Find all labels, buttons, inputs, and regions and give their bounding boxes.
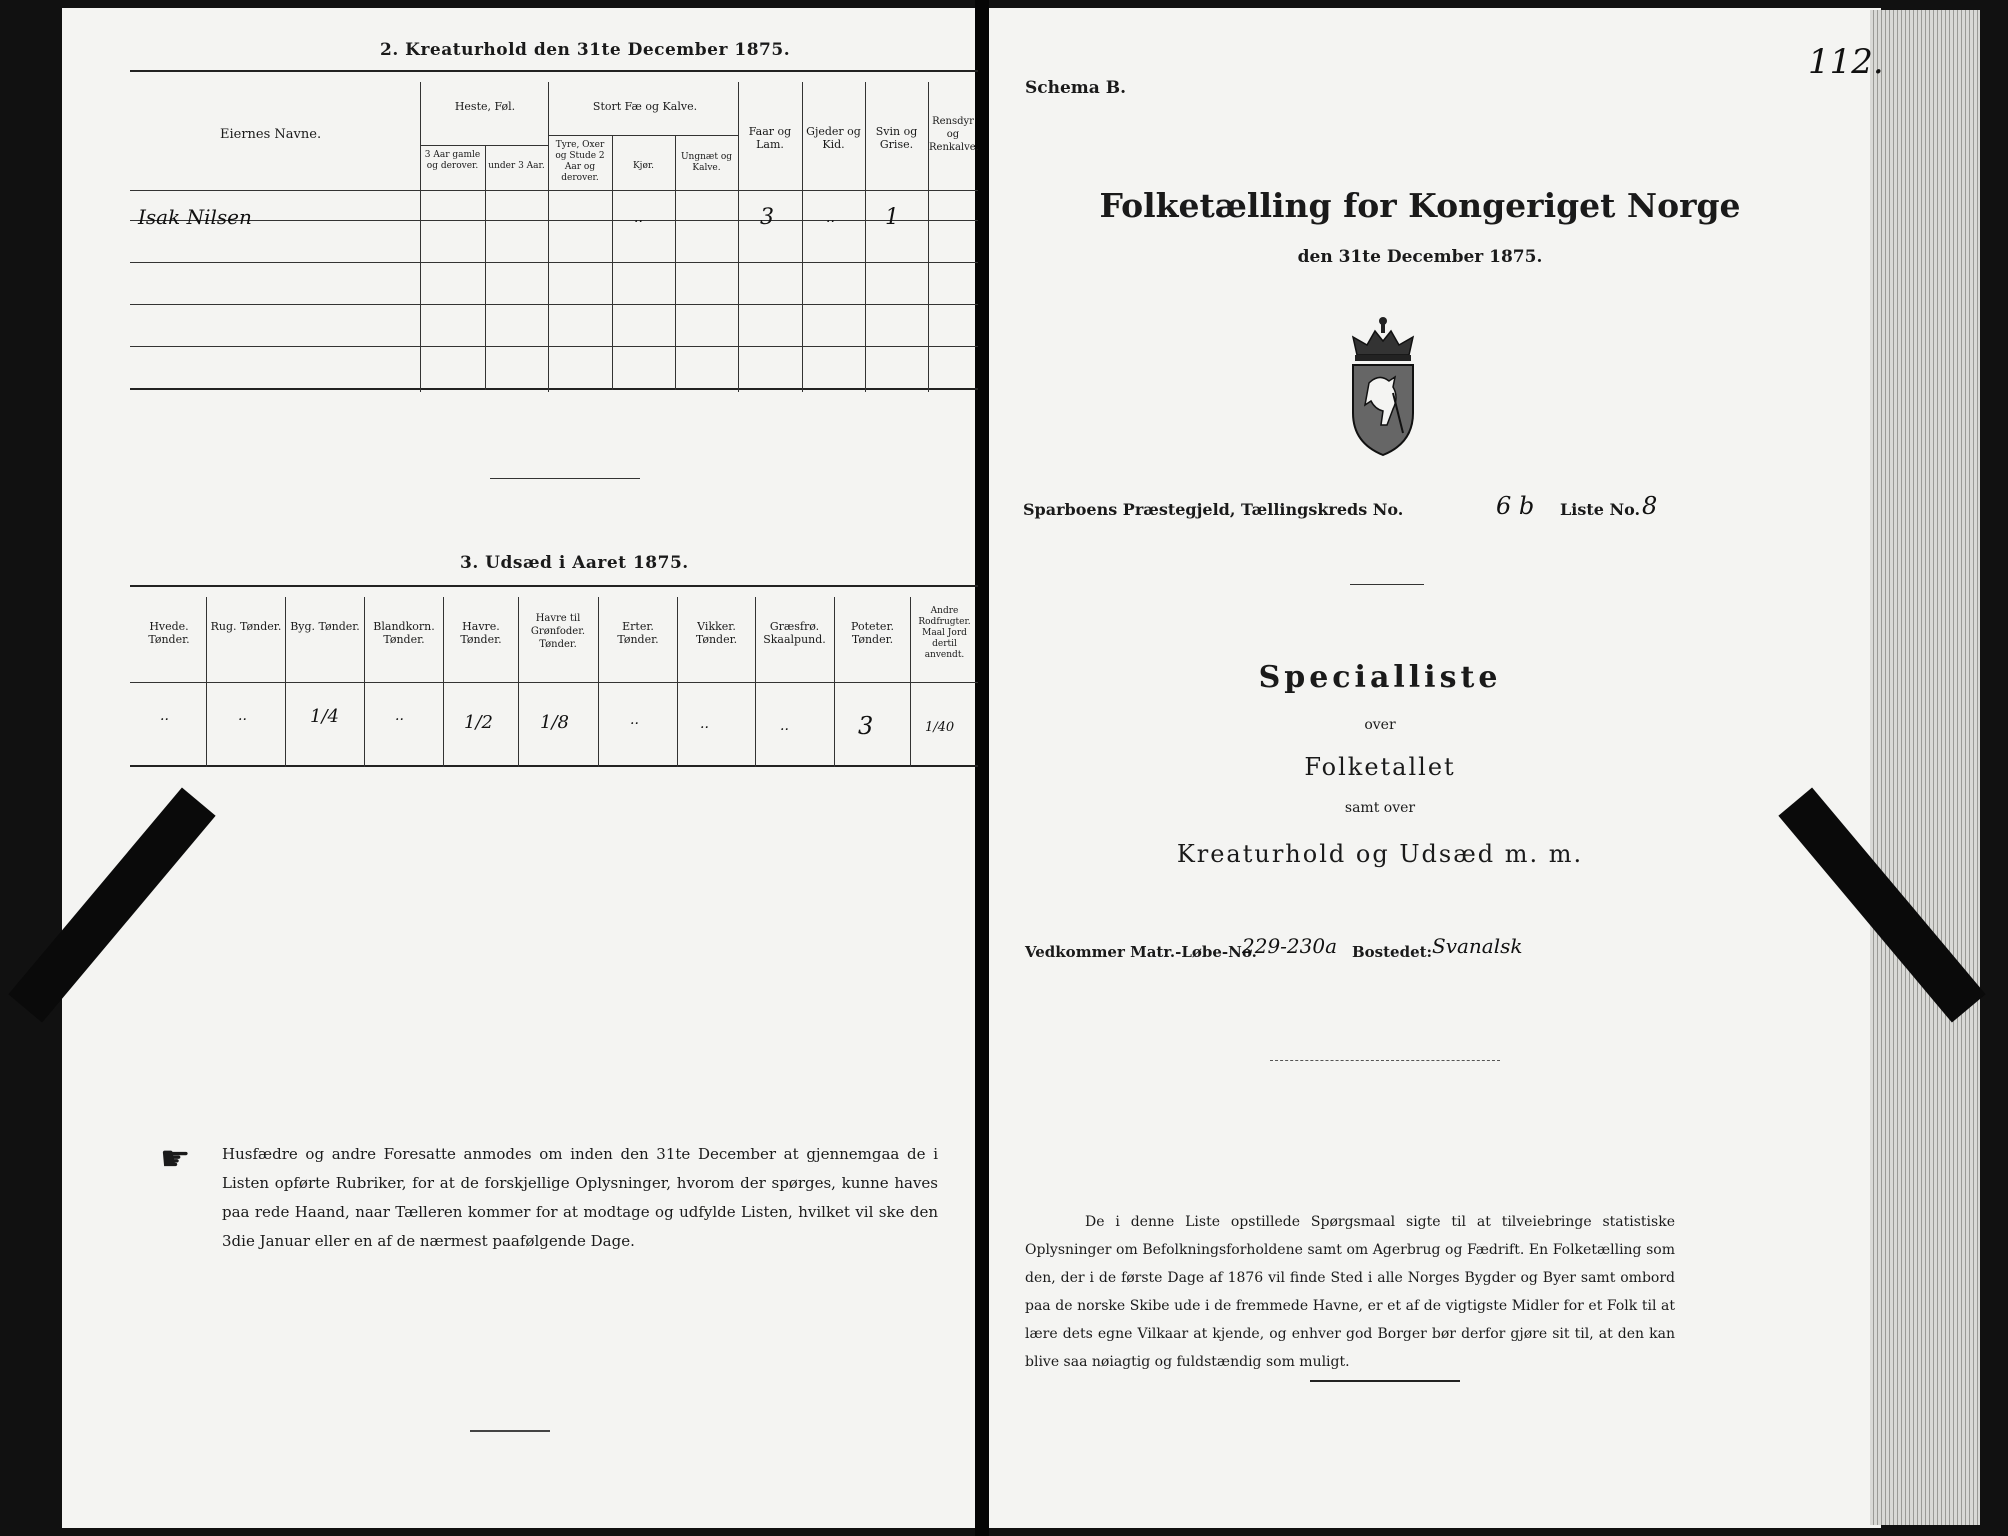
- seed-header: Andre Rodfrugter. Maal Jord dertil anvendt.: [918, 606, 971, 660]
- col-header: Rensdyr og Renkalve.: [929, 116, 979, 153]
- seed-header: Byg. Tønder.: [290, 620, 360, 633]
- group-header-cattle: Stort Fæ og Kalve.: [592, 100, 698, 113]
- seed-value: 3: [858, 712, 874, 740]
- group-header-horses: Heste, Føl.: [454, 100, 516, 113]
- table-rule: [130, 262, 978, 263]
- col-header: 3 Aar gamle og derover.: [424, 150, 481, 171]
- seed-header: Poteter. Tønder.: [851, 620, 894, 646]
- book-gutter: [975, 0, 989, 1536]
- col-divider: [420, 82, 421, 392]
- seed-value: ..: [238, 708, 247, 724]
- col-divider: [485, 145, 486, 390]
- matr-value: 229-230a: [1242, 934, 1338, 958]
- page-edges: [1870, 10, 1980, 1525]
- divider: [470, 1430, 550, 1432]
- divider: [1350, 584, 1424, 585]
- kreds-value: 6 b: [1496, 492, 1535, 520]
- col-divider: [834, 597, 835, 767]
- col-header: Svin og Grise.: [875, 125, 918, 151]
- divider: [1310, 1380, 1460, 1382]
- col-divider: [285, 597, 286, 767]
- section2-title: 2. Kreaturhold den 31te December 1875.: [380, 40, 791, 60]
- seed-header: Havre. Tønder.: [460, 620, 502, 646]
- cell-value: ..: [826, 210, 835, 226]
- col-divider: [518, 597, 519, 767]
- divider: [490, 478, 640, 479]
- seed-value: 1/8: [540, 712, 569, 733]
- col-header: under 3 Aar.: [488, 161, 545, 171]
- table-rule: [130, 304, 978, 305]
- liste-label: Liste No.: [1560, 500, 1641, 519]
- seed-header: Vikker. Tønder.: [695, 620, 738, 646]
- seed-header: Havre til Grønfoder. Tønder.: [530, 613, 586, 650]
- col-divider: [677, 597, 678, 767]
- col-divider: [443, 597, 444, 767]
- cell-value: 3: [760, 205, 774, 230]
- col-header: Kjør.: [632, 161, 655, 171]
- seed-value: ..: [630, 712, 639, 728]
- liste-value: 8: [1642, 492, 1658, 520]
- bosted-label: Bostedet:: [1352, 943, 1433, 961]
- date-line: den 31te December 1875.: [1297, 247, 1543, 267]
- table-bottom-rule: [130, 388, 978, 390]
- col-divider: [206, 597, 207, 767]
- right-border: [1980, 0, 2008, 1536]
- seed-top-rule: [130, 585, 978, 587]
- cell-value: ..: [634, 210, 643, 226]
- seed-value: ..: [395, 708, 404, 724]
- pointing-hand-icon: ☛: [160, 1139, 191, 1179]
- col-divider: [364, 597, 365, 767]
- over-text: over: [1364, 717, 1396, 733]
- parish-label: Sparboens Præstegjeld, Tællingskreds No.: [1023, 500, 1404, 519]
- section3-title: 3. Udsæd i Aaret 1875.: [460, 553, 689, 573]
- page-number: 112.: [1808, 42, 1884, 82]
- col-header: Gjeder og Kid.: [806, 125, 861, 151]
- group-rule: [420, 145, 548, 146]
- seed-bottom-rule: [130, 765, 978, 767]
- cell-value: 1: [885, 205, 899, 230]
- col-divider: [612, 135, 613, 390]
- kreaturhold-heading: Kreaturhold og Udsæd m. m.: [1176, 840, 1584, 868]
- seed-header-rule: [130, 682, 978, 683]
- left-page: [62, 8, 980, 1528]
- seed-header: Rug. Tønder.: [210, 620, 282, 633]
- col-header: Tyre, Oxer og Stude 2 Aar og derover.: [555, 140, 605, 183]
- table-top-rule: [130, 70, 978, 72]
- seed-header: Græsfrø. Skaalpund.: [763, 620, 826, 646]
- owner-name: Isak Nilsen: [138, 205, 252, 229]
- seed-header: Hvede. Tønder.: [148, 620, 190, 646]
- divider: [1270, 1060, 1500, 1061]
- coat-of-arms-icon: [1343, 313, 1423, 458]
- table-rule: [130, 220, 978, 221]
- main-title: Folketælling for Kongeriget Norge: [1099, 186, 1741, 225]
- seed-value: ..: [700, 716, 709, 732]
- specialliste-heading: Specialliste: [1258, 660, 1502, 695]
- samt-over-text: samt over: [1344, 800, 1416, 816]
- col-header: Ungnæt og Kalve.: [680, 152, 733, 173]
- seed-value: 1/4: [310, 706, 339, 727]
- col-divider: [910, 597, 911, 767]
- matr-label: Vedkommer Matr.-Løbe-No.: [1025, 943, 1257, 961]
- folketallet-heading: Folketallet: [1304, 753, 1456, 781]
- schema-label: Schema B.: [1025, 78, 1127, 98]
- seed-value: ..: [160, 708, 169, 724]
- group-rule: [548, 135, 738, 136]
- seed-header: Blandkorn. Tønder.: [373, 620, 435, 646]
- notice-text: Husfædre og andre Foresatte anmodes om inden den 31te December at gjennemgaa de i Listen opførte Rubriker, for at de forskjellige Oplysninger, hvorom der spørges, kunne haves paa rede Haand, naar Tælleren kommer for at modtage og udfylde Listen, hvilket vil ske den 3die Januar eller en af de nærmest paafølgende Dage.: [222, 1145, 938, 1250]
- col-divider: [598, 597, 599, 767]
- table-header-rule: [130, 190, 978, 191]
- bosted-value: Svanalsk: [1432, 934, 1523, 958]
- bottom-paragraph: De i denne Liste opstillede Spørgsmaal sigte til at tilveiebringe statistiske Oplysninger om Befolkningsforholdene samt om Agerbrug og Fædrift. En Folketælling som den, der i de første Dage af 1876 vil finde Sted i alle Norges Bygder og Byer samt ombord paa de norske Skibe ude i de fremmede Havne, er et af de vigtigste Midler for et Folk til at lære dets egne Vilkaar at kjende, og enhver god Borger bør derfor gjøre sit til, at den kan blive saa nøiagtig og fuldstændig som muligt.: [1025, 1214, 1675, 1370]
- seed-value: 1/40: [925, 720, 955, 735]
- seed-value: ..: [780, 718, 789, 734]
- col-divider: [755, 597, 756, 767]
- col-divider: [548, 82, 549, 392]
- seed-value: 1/2: [464, 712, 493, 733]
- owner-header: Eiernes Navne.: [220, 127, 322, 142]
- seed-header: Erter. Tønder.: [617, 620, 659, 646]
- table-rule: [130, 346, 978, 347]
- col-header: Faar og Lam.: [748, 125, 792, 151]
